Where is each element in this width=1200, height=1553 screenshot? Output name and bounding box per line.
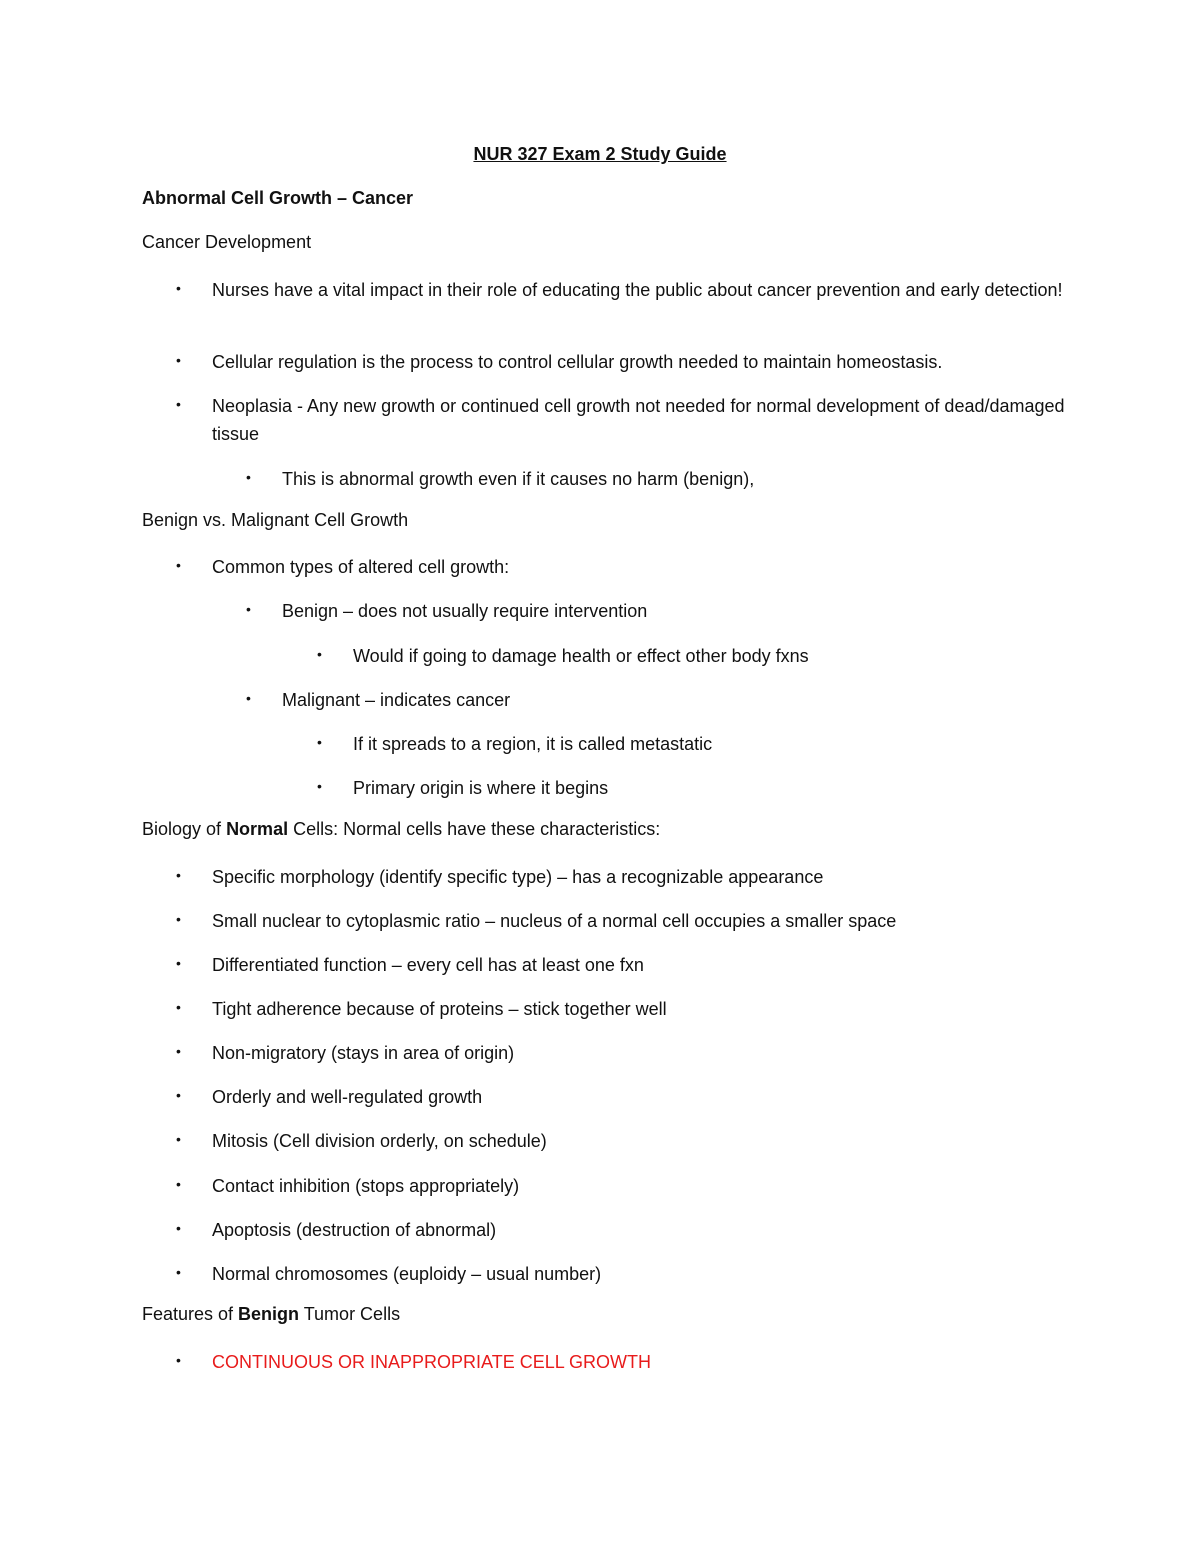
subheading-normal-cells <box>142 819 660 840</box>
bullet-icon: • <box>317 646 322 662</box>
bullet-icon: • <box>176 1131 181 1147</box>
list-item-text: Mitosis (Cell division orderly, on schedule) <box>212 1131 547 1151</box>
bullet-icon: • <box>176 1352 181 1368</box>
bullet-icon: • <box>176 955 181 971</box>
bullet-icon: • <box>176 1176 181 1192</box>
list-item-text: Specific morphology (identify specific type) – has a recognizable appearance <box>212 867 824 887</box>
bullet-icon: • <box>176 352 181 368</box>
subheading-benign-tumor <box>142 1304 400 1325</box>
list-item-text: Orderly and well-regulated growth <box>212 1087 483 1107</box>
subheading-cancer-development: Cancer Development <box>142 232 312 252</box>
list-item-text: Apoptosis (destruction of abnormal) <box>212 1220 497 1240</box>
section-heading: Abnormal Cell Growth – Cancer <box>142 188 414 208</box>
list-item-text: Neoplasia - Any new growth or continued cell growth not needed for normal development of dead/damaged tissue <box>212 396 1065 444</box>
bullet-icon: • <box>246 469 251 485</box>
page-title: NUR 327 Exam 2 Study Guide <box>473 144 727 164</box>
list-item-text: If it spreads to a region, it is called metastatic <box>353 734 713 754</box>
bullet-icon: • <box>317 734 322 750</box>
list-item-text: This is abnormal growth even if it causes no harm (benign), <box>282 469 755 489</box>
heading-bold: Normal <box>226 819 289 839</box>
list-item-text: Common types of altered cell growth: <box>212 557 510 577</box>
bullet-icon: • <box>176 1087 181 1103</box>
heading-suffix: Cells: Normal cells have these characteristics: <box>288 819 661 839</box>
bullet-icon: • <box>176 1043 181 1059</box>
bullet-icon: • <box>176 557 181 573</box>
bullet-icon: • <box>176 999 181 1015</box>
list-item-text: Cellular regulation is the process to control cellular growth needed to maintain homeostasis. <box>212 352 943 372</box>
subheading-benign-vs-malignant: Benign vs. Malignant Cell Growth <box>142 510 409 530</box>
list-item-text: Malignant – indicates cancer <box>282 690 511 710</box>
bullet-icon: • <box>246 690 251 706</box>
bullet-icon: • <box>176 867 181 883</box>
list-item-text: Tight adherence because of proteins – stick together well <box>212 999 667 1019</box>
list-item-text: Differentiated function – every cell has at least one fxn <box>212 955 644 975</box>
bullet-icon: • <box>176 1264 181 1280</box>
bullet-icon: • <box>317 778 322 794</box>
heading-bold: Benign <box>238 1304 300 1324</box>
heading-suffix: Tumor Cells <box>299 1304 401 1324</box>
heading-prefix: Biology of <box>142 819 227 839</box>
bullet-icon: • <box>176 911 181 927</box>
bullet-icon: • <box>176 396 181 412</box>
bullet-icon: • <box>176 280 181 296</box>
list-item-text: Benign – does not usually require intervention <box>282 601 648 621</box>
list-item-text: Primary origin is where it begins <box>353 778 609 798</box>
list-item-text: Small nuclear to cytoplasmic ratio – nucleus of a normal cell occupies a smaller space <box>212 911 897 931</box>
list-item-text-highlighted: CONTINUOUS OR INAPPROPRIATE CELL GROWTH <box>212 1352 652 1372</box>
list-item-text: Non-migratory (stays in area of origin) <box>212 1043 515 1063</box>
list-item-text: Would if going to damage health or effect other body fxns <box>353 646 809 666</box>
heading-prefix: Features of <box>142 1304 239 1324</box>
bullet-icon: • <box>176 1220 181 1236</box>
list-item-text: Contact inhibition (stops appropriately) <box>212 1176 520 1196</box>
list-item-text: Nurses have a vital impact in their role of educating the public about cancer prevention and early detection! <box>212 280 1063 300</box>
list-item-text: Normal chromosomes (euploidy – usual number) <box>212 1264 602 1284</box>
bullet-icon: • <box>246 601 251 617</box>
